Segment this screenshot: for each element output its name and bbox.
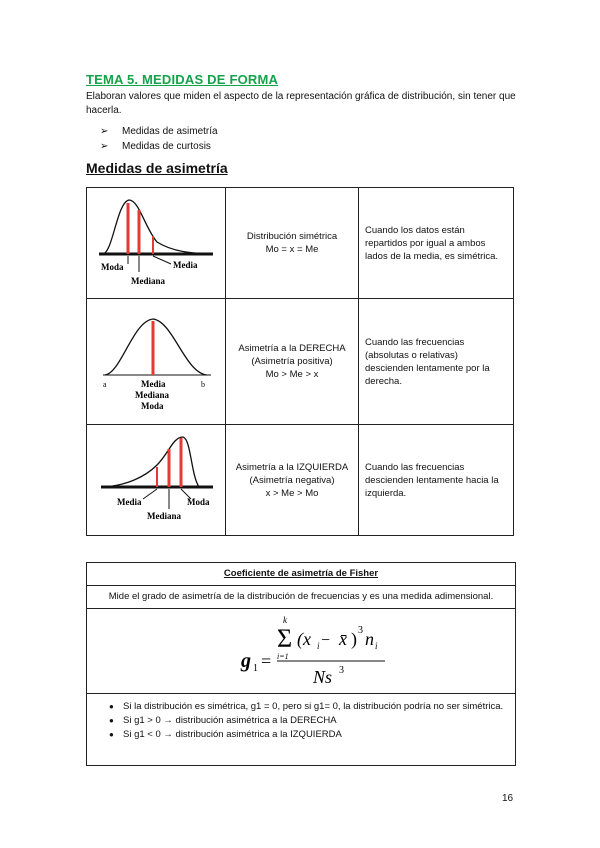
table-row: [87, 188, 514, 299]
list-item: ● Si g1 > 0 → distribución asimétrica a la DERECHA: [109, 714, 515, 728]
arrow-bullet-icon: ➢: [100, 141, 109, 152]
formula-n: n: [365, 629, 374, 649]
topic-list: [100, 124, 218, 154]
formula-minus: −: [321, 632, 331, 649]
figure-cell: [87, 425, 226, 536]
formula-xbar: x̄: [339, 629, 347, 649]
formula-eq: =: [261, 651, 272, 671]
asymmetry-table: [86, 187, 514, 536]
figure-label: a: [103, 380, 107, 389]
type-name: Asimetría a la DERECHA: [238, 343, 346, 354]
fisher-box: [86, 562, 516, 766]
figure-label: Moda: [141, 401, 164, 411]
fisher-notes: [87, 694, 515, 742]
type-subname: (Asimetría negativa): [249, 474, 335, 486]
list-item-label: Medidas de asimetría: [122, 126, 218, 137]
left-skew-figure: [87, 425, 225, 535]
distribution-curve: [105, 437, 199, 487]
right-skew-figure: [87, 299, 225, 424]
formula-lhs-sub: 1: [253, 663, 258, 674]
formula-close: ): [351, 629, 357, 649]
figure-cell: [87, 188, 226, 299]
section-title: Medidas de asimetría: [86, 160, 228, 176]
type-cell: [226, 425, 359, 536]
page-number: 16: [502, 793, 514, 804]
list-item: ● Si g1 < 0 → distribución asimétrica a la IZQUIERDA: [109, 728, 515, 742]
sum-bottom: i=1: [277, 652, 289, 661]
table-row: [87, 425, 514, 536]
sum-top: k: [283, 615, 287, 625]
distribution-curve: [103, 200, 209, 254]
list-item: [100, 124, 218, 139]
fisher-description: Mide el grado de asimetría de la distribución de frecuencias y es una medida adimensional.: [87, 586, 515, 609]
figure-label: Media: [173, 260, 198, 270]
list-item-label: Medidas de curtosis: [122, 141, 211, 152]
formula-exp: 3: [358, 625, 363, 636]
type-relation: Mo = x = Me: [265, 244, 319, 255]
type-cell: [226, 299, 359, 425]
formula-x: (x: [297, 629, 311, 649]
arrow-bullet-icon: ➢: [100, 126, 109, 137]
formula-den-exp: 3: [339, 665, 344, 676]
figure-label: Mediana: [131, 276, 166, 286]
fisher-formula: [87, 609, 515, 694]
figure-label: Moda: [101, 262, 124, 272]
fisher-title: Coeficiente de asimetría de Fisher: [87, 563, 515, 586]
type-relation: x > Me > Mo: [265, 487, 319, 499]
formula-x-sub: i: [317, 641, 320, 651]
sum-sign: Σ: [277, 624, 293, 653]
page-title: TEMA 5. MEDIDAS DE FORMA: [86, 72, 279, 87]
type-name: Distribución simétrica: [246, 231, 338, 242]
formula-lhs: g: [241, 650, 251, 672]
description-cell: Cuando las frecuencias descienden lentamente hacia la izquierda.: [359, 425, 514, 536]
description-cell: Cuando las frecuencias (absolutas o relativas) descienden lentamente por la derecha.: [359, 299, 514, 425]
intro-text: Elaboran valores que miden el aspecto de la representación gráfica de distribución, sin tener que hacerla.: [86, 91, 516, 116]
formula-figure: [87, 609, 515, 693]
figure-label: Moda: [187, 497, 210, 507]
table-row: [87, 299, 514, 425]
type-subname: (Asimetría positiva): [251, 356, 333, 367]
figure-label: Media: [117, 497, 142, 507]
formula-denominator: Ns: [313, 667, 333, 687]
type-cell: [226, 188, 359, 299]
figure-label: Media: [141, 379, 166, 389]
figure-label: Mediana: [135, 390, 170, 400]
figure-cell: [87, 299, 226, 425]
description-cell: Cuando los datos están repartidos por igual a ambos lados de la media, es simétrica.: [359, 188, 514, 299]
list-item: ● Si la distribución es simétrica, g1 = 0, pero si g1= 0, la distribución podría no ser simétrica.: [109, 700, 515, 714]
figure-label: b: [201, 380, 205, 389]
formula-n-sub: i: [375, 641, 378, 651]
distribution-curve: [105, 319, 207, 375]
symmetric-curve-figure: [87, 188, 225, 298]
type-relation: Mo > Me > x: [265, 369, 319, 380]
figure-label: Mediana: [147, 511, 182, 521]
list-item: [100, 139, 218, 154]
type-name: Asimetría a la IZQUIERDA: [235, 461, 349, 473]
